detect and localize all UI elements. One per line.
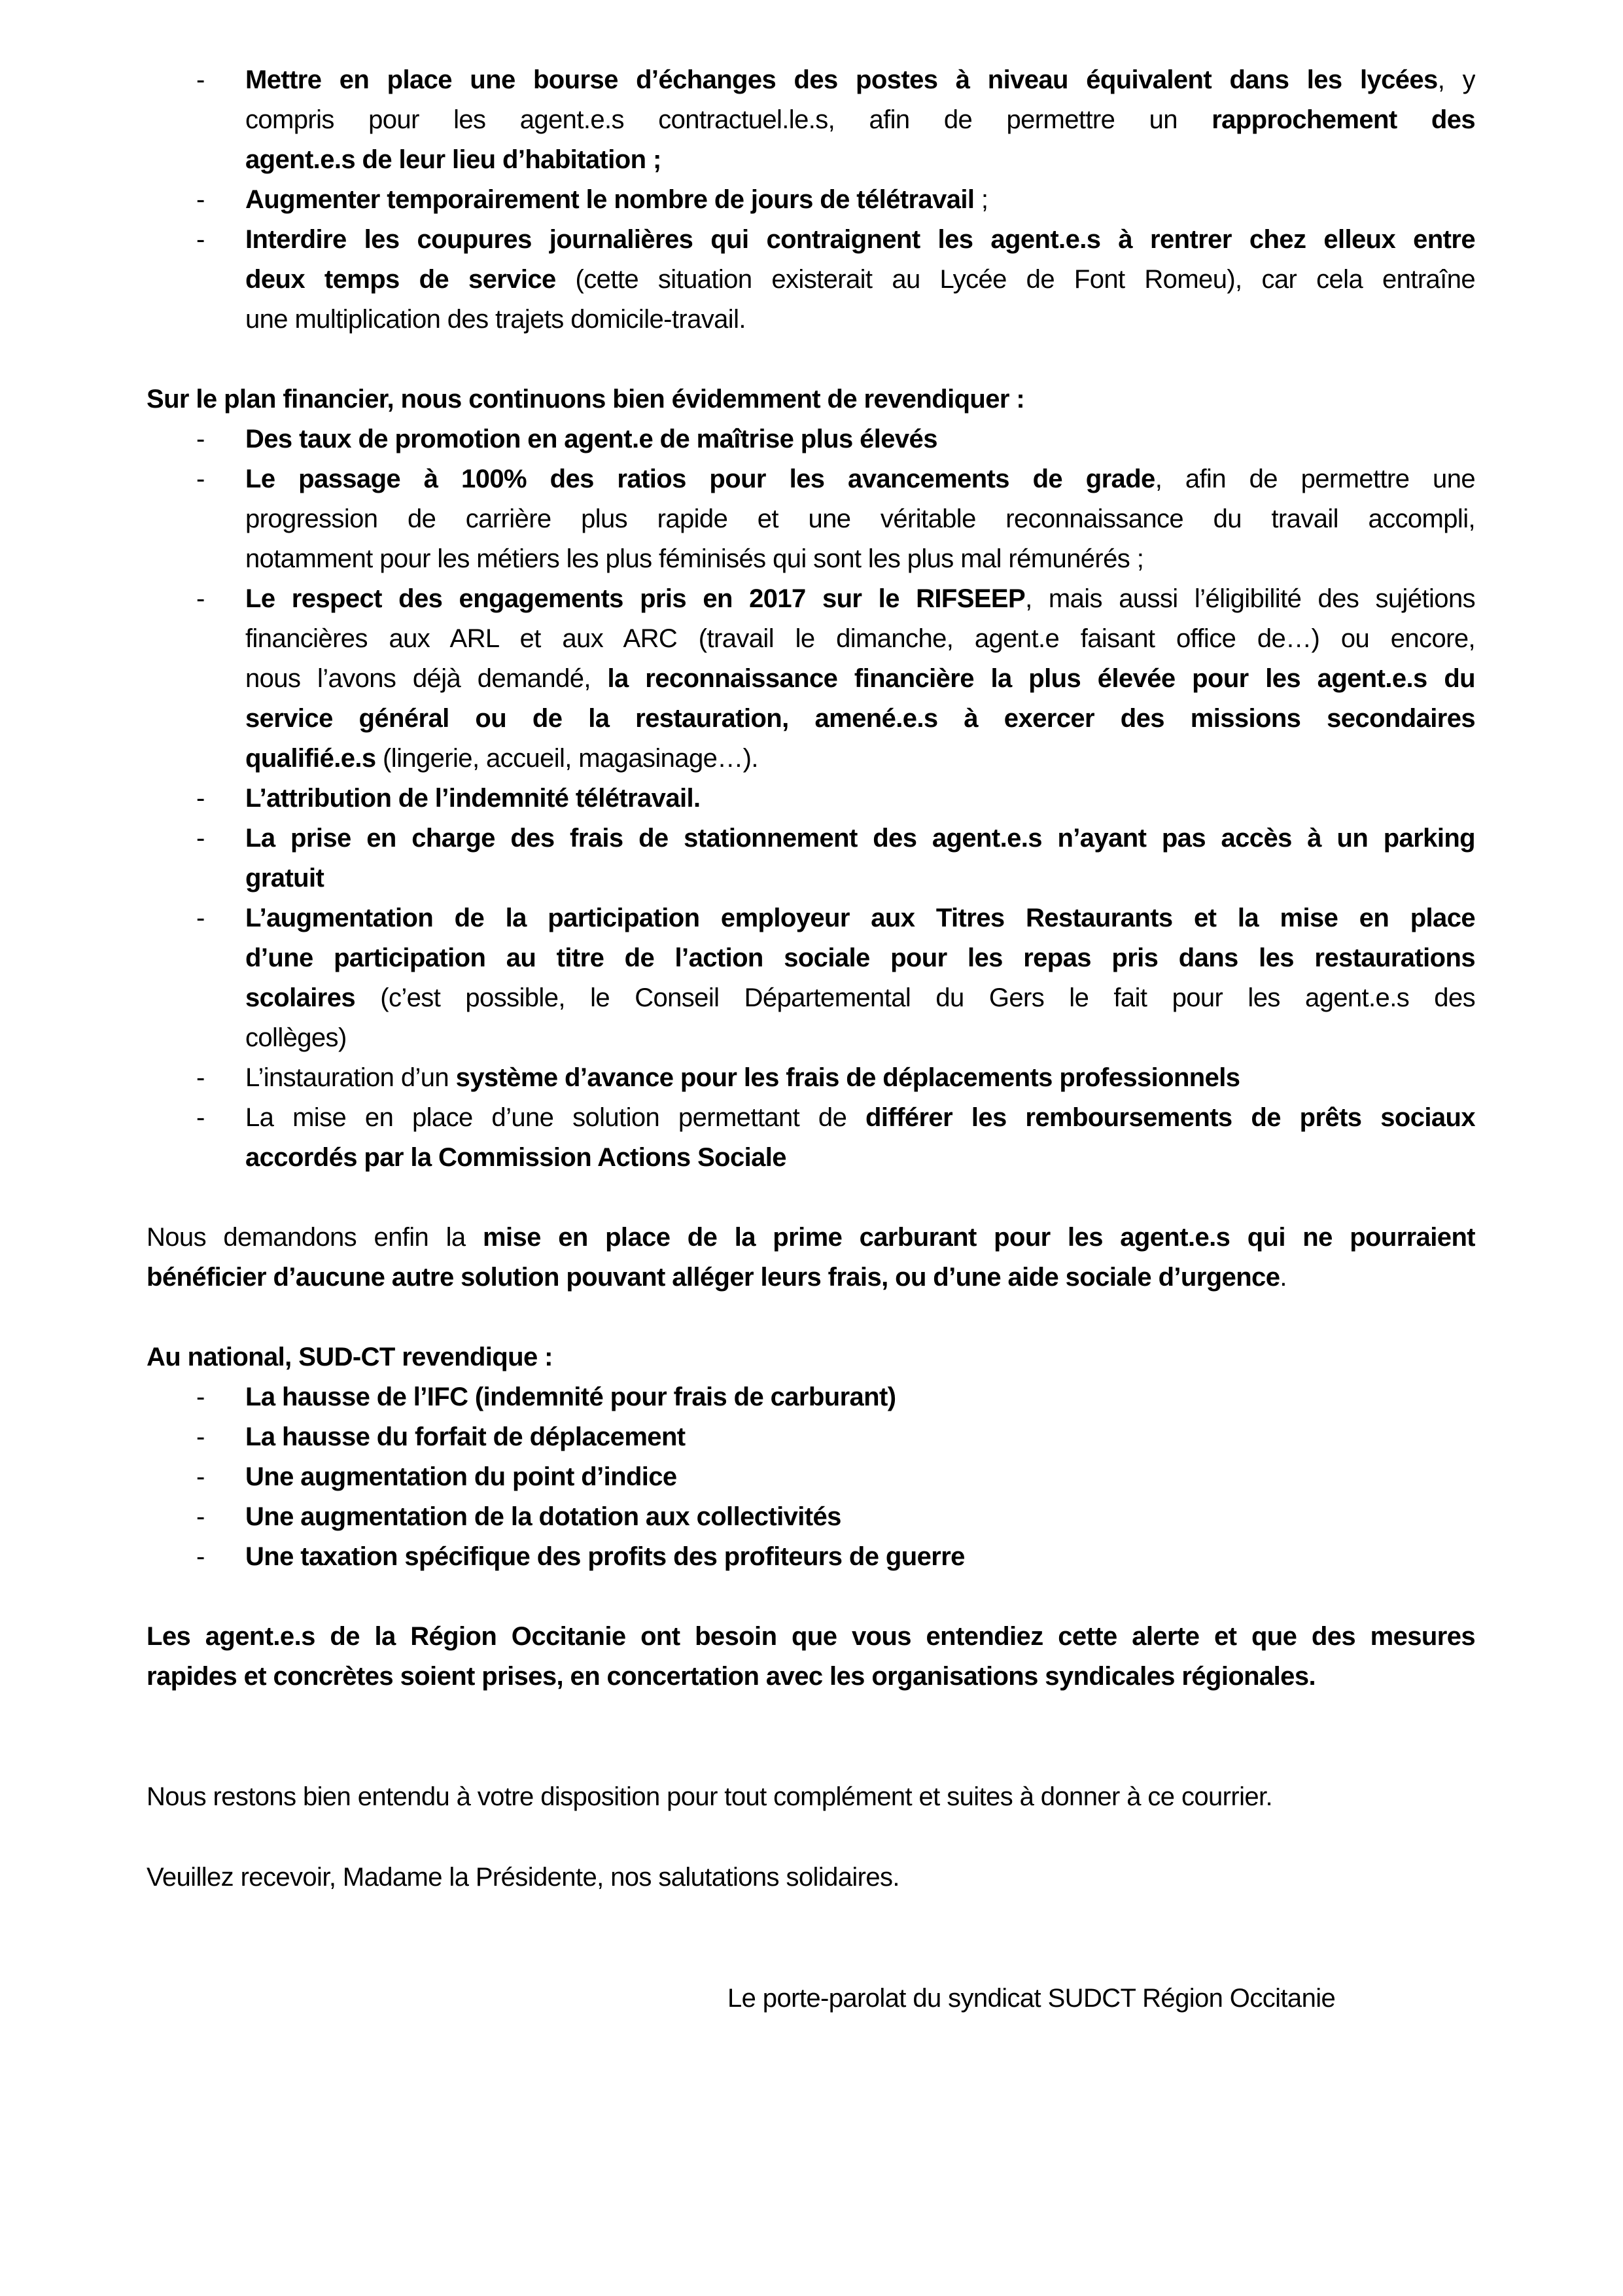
list-item-continuation bbox=[245, 978, 1475, 1018]
list-item-ifc bbox=[245, 1377, 896, 1417]
list-item-bourse-echanges bbox=[245, 60, 1475, 100]
list-item-avance-frais bbox=[245, 1058, 1240, 1098]
list-item-continuation bbox=[245, 539, 1143, 579]
bullet-dash: - bbox=[196, 65, 205, 94]
list-item-indemnite-teletravail bbox=[245, 779, 701, 819]
bullet-dash: - bbox=[196, 1383, 205, 1411]
paragraph-disposition: Nous restons bien entendu à votre disposition pour tout complément et suites à donner à ce courrier. bbox=[147, 1782, 1273, 1811]
text-bold: agent.e.s de leur lieu d’habitation ; bbox=[245, 145, 661, 174]
text-bold: bénéficier d’aucune autre solution pouvant alléger leurs frais, ou d’une aide sociale d’urgence bbox=[147, 1263, 1280, 1292]
list-item-continuation bbox=[245, 699, 1475, 739]
list-item-dotation bbox=[245, 1497, 841, 1537]
section-heading-national: Au national, SUD-CT revendique : bbox=[147, 1343, 553, 1371]
text-bold: La hausse de l’IFC (indemnité pour frais de carburant) bbox=[245, 1383, 896, 1411]
text-bold: deux temps de service bbox=[245, 265, 556, 294]
text-bold: Des taux de promotion en agent.e de maîtrise plus élevés bbox=[245, 425, 937, 453]
list-item-continuation bbox=[245, 100, 1475, 140]
paragraph-salutations: Veuillez recevoir, Madame la Présidente, nos salutations solidaires. bbox=[147, 1863, 899, 1892]
bullet-dash: - bbox=[196, 185, 205, 214]
text-bold: Le passage à 100% des ratios pour les avancements de grade bbox=[245, 465, 1155, 493]
text-bold: d’une participation au titre de l’action sociale pour les repas pris dans les restaurations bbox=[245, 944, 1475, 972]
list-item-forfait bbox=[245, 1417, 686, 1457]
list-item-ratios bbox=[245, 459, 1475, 499]
paragraph-continuation: rapides et concrètes soient prises, en concertation avec les organisations syndicales régionales. bbox=[147, 1662, 1316, 1691]
text-bold: Une taxation spécifique des profits des profiteurs de guerre bbox=[245, 1542, 965, 1571]
list-item-continuation bbox=[245, 140, 661, 180]
text-regular: (cette situation existerait au Lycée de Font Romeu), car cela entraîne bbox=[555, 265, 1475, 294]
text-regular: , afin de permettre une bbox=[1155, 465, 1475, 493]
text-bold: gratuit bbox=[245, 864, 324, 892]
text-regular: notamment pour les métiers les plus féminisés qui sont les plus mal rémunérés ; bbox=[245, 544, 1144, 573]
bullet-dash: - bbox=[196, 1103, 205, 1132]
list-item-rifseep bbox=[245, 579, 1475, 619]
paragraph-alerte: Les agent.e.s de la Région Occitanie ont besoin que vous entendiez cette alerte et que des mesures bbox=[147, 1622, 1475, 1651]
text-bold: La prise en charge des frais de stationnement des agent.e.s n’ayant pas accès à un parking bbox=[245, 824, 1475, 853]
text-regular: ; bbox=[974, 185, 988, 214]
list-item-continuation bbox=[245, 300, 746, 340]
text-regular: (c’est possible, le Conseil Départemental du Gers le fait pour les agent.e.s des bbox=[355, 983, 1475, 1012]
text-regular: financières aux ARL et aux ARC (travail le dimanche, agent.e faisant office de…) ou encore, bbox=[245, 624, 1475, 653]
bullet-dash: - bbox=[196, 1063, 205, 1092]
bullet-dash: - bbox=[196, 904, 205, 932]
list-item-continuation bbox=[245, 739, 758, 779]
list-item-coupures bbox=[245, 220, 1475, 260]
paragraph-prime-carburant bbox=[147, 1218, 1475, 1258]
text-regular: La mise en place d’une solution permettant de bbox=[245, 1103, 866, 1132]
text-bold: rapprochement des bbox=[1212, 105, 1475, 134]
text-regular: une multiplication des trajets domicile-travail. bbox=[245, 305, 746, 334]
list-item-taxation bbox=[245, 1537, 965, 1577]
list-item-taux-promotion bbox=[245, 419, 937, 459]
text-regular: , mais aussi l’éligibilité des sujétions bbox=[1025, 584, 1475, 613]
bullet-dash: - bbox=[196, 465, 205, 493]
text-bold: scolaires bbox=[245, 983, 356, 1012]
text-regular: L’instauration d’un bbox=[245, 1063, 456, 1092]
bullet-dash: - bbox=[196, 225, 205, 254]
text-bold: La hausse du forfait de déplacement bbox=[245, 1422, 686, 1451]
list-item-teletravail bbox=[245, 180, 988, 220]
bullet-dash: - bbox=[196, 425, 205, 453]
list-item-prets-sociaux bbox=[245, 1098, 1475, 1138]
text-regular: progression de carrière plus rapide et une véritable reconnaissance du travail accompli, bbox=[245, 504, 1475, 533]
list-item-continuation bbox=[245, 659, 1475, 699]
section-heading-financier: Sur le plan financier, nous continuons bien évidemment de revendiquer : bbox=[147, 385, 1025, 414]
text-regular: Nous demandons enfin la bbox=[147, 1223, 483, 1252]
text-bold: différer les remboursements de prêts sociaux bbox=[865, 1103, 1475, 1132]
bullet-dash: - bbox=[196, 1542, 205, 1571]
list-item-continuation bbox=[245, 260, 1475, 300]
text-bold: Augmenter temporairement le nombre de jours de télétravail bbox=[245, 185, 975, 214]
bullet-dash: - bbox=[196, 824, 205, 853]
text-bold: accordés par la Commission Actions Sociale bbox=[245, 1143, 786, 1172]
paragraph-continuation bbox=[147, 1258, 1287, 1298]
text-bold: L’augmentation de la participation employeur aux Titres Restaurants et la mise en place bbox=[245, 904, 1475, 932]
text-regular: collèges) bbox=[245, 1023, 347, 1052]
text-bold: qualifié.e.s bbox=[245, 744, 376, 773]
list-item-stationnement bbox=[245, 819, 1475, 858]
bullet-dash: - bbox=[196, 584, 205, 613]
text-bold: Le respect des engagements pris en 2017 sur le RIFSEEP bbox=[245, 584, 1026, 613]
list-item-point-indice bbox=[245, 1457, 677, 1497]
bullet-dash: - bbox=[196, 1502, 205, 1531]
list-item-continuation bbox=[245, 619, 1475, 659]
list-item-continuation bbox=[245, 1138, 786, 1178]
bullet-dash: - bbox=[196, 1462, 205, 1491]
text-regular: (lingerie, accueil, magasinage…). bbox=[375, 744, 758, 773]
text-bold: Une augmentation du point d’indice bbox=[245, 1462, 677, 1491]
text-bold: Interdire les coupures journalières qui contraignent les agent.e.s à rentrer chez elleux entre bbox=[245, 225, 1475, 254]
text-bold: L’attribution de l’indemnité télétravail. bbox=[245, 784, 701, 813]
text-bold: la reconnaissance financière la plus élevée pour les agent.e.s du bbox=[607, 664, 1475, 693]
text-bold: système d’avance pour les frais de déplacements professionnels bbox=[455, 1063, 1240, 1092]
text-bold: service général ou de la restauration, amené.e.s à exercer des missions secondaires bbox=[245, 704, 1475, 733]
text-regular: , y bbox=[1437, 65, 1475, 94]
bullet-dash: - bbox=[196, 784, 205, 813]
text-regular: . bbox=[1280, 1263, 1287, 1292]
signature: Le porte-parolat du syndicat SUDCT Région Occitanie bbox=[727, 1984, 1336, 2013]
text-regular: compris pour les agent.e.s contractuel.le.s, afin de permettre un bbox=[245, 105, 1212, 134]
text-bold: Une augmentation de la dotation aux collectivités bbox=[245, 1502, 841, 1531]
list-item-continuation bbox=[245, 1018, 347, 1058]
list-item-continuation bbox=[245, 938, 1475, 978]
bullet-dash: - bbox=[196, 1422, 205, 1451]
list-item-continuation bbox=[245, 499, 1475, 539]
text-bold: mise en place de la prime carburant pour les agent.e.s qui ne pourraient bbox=[483, 1223, 1475, 1252]
list-item-titres-restaurants bbox=[245, 898, 1475, 938]
list-item-continuation bbox=[245, 858, 324, 898]
text-regular: nous l’avons déjà demandé, bbox=[245, 664, 608, 693]
text-bold: Mettre en place une bourse d’échanges des postes à niveau équivalent dans les lycées bbox=[245, 65, 1438, 94]
